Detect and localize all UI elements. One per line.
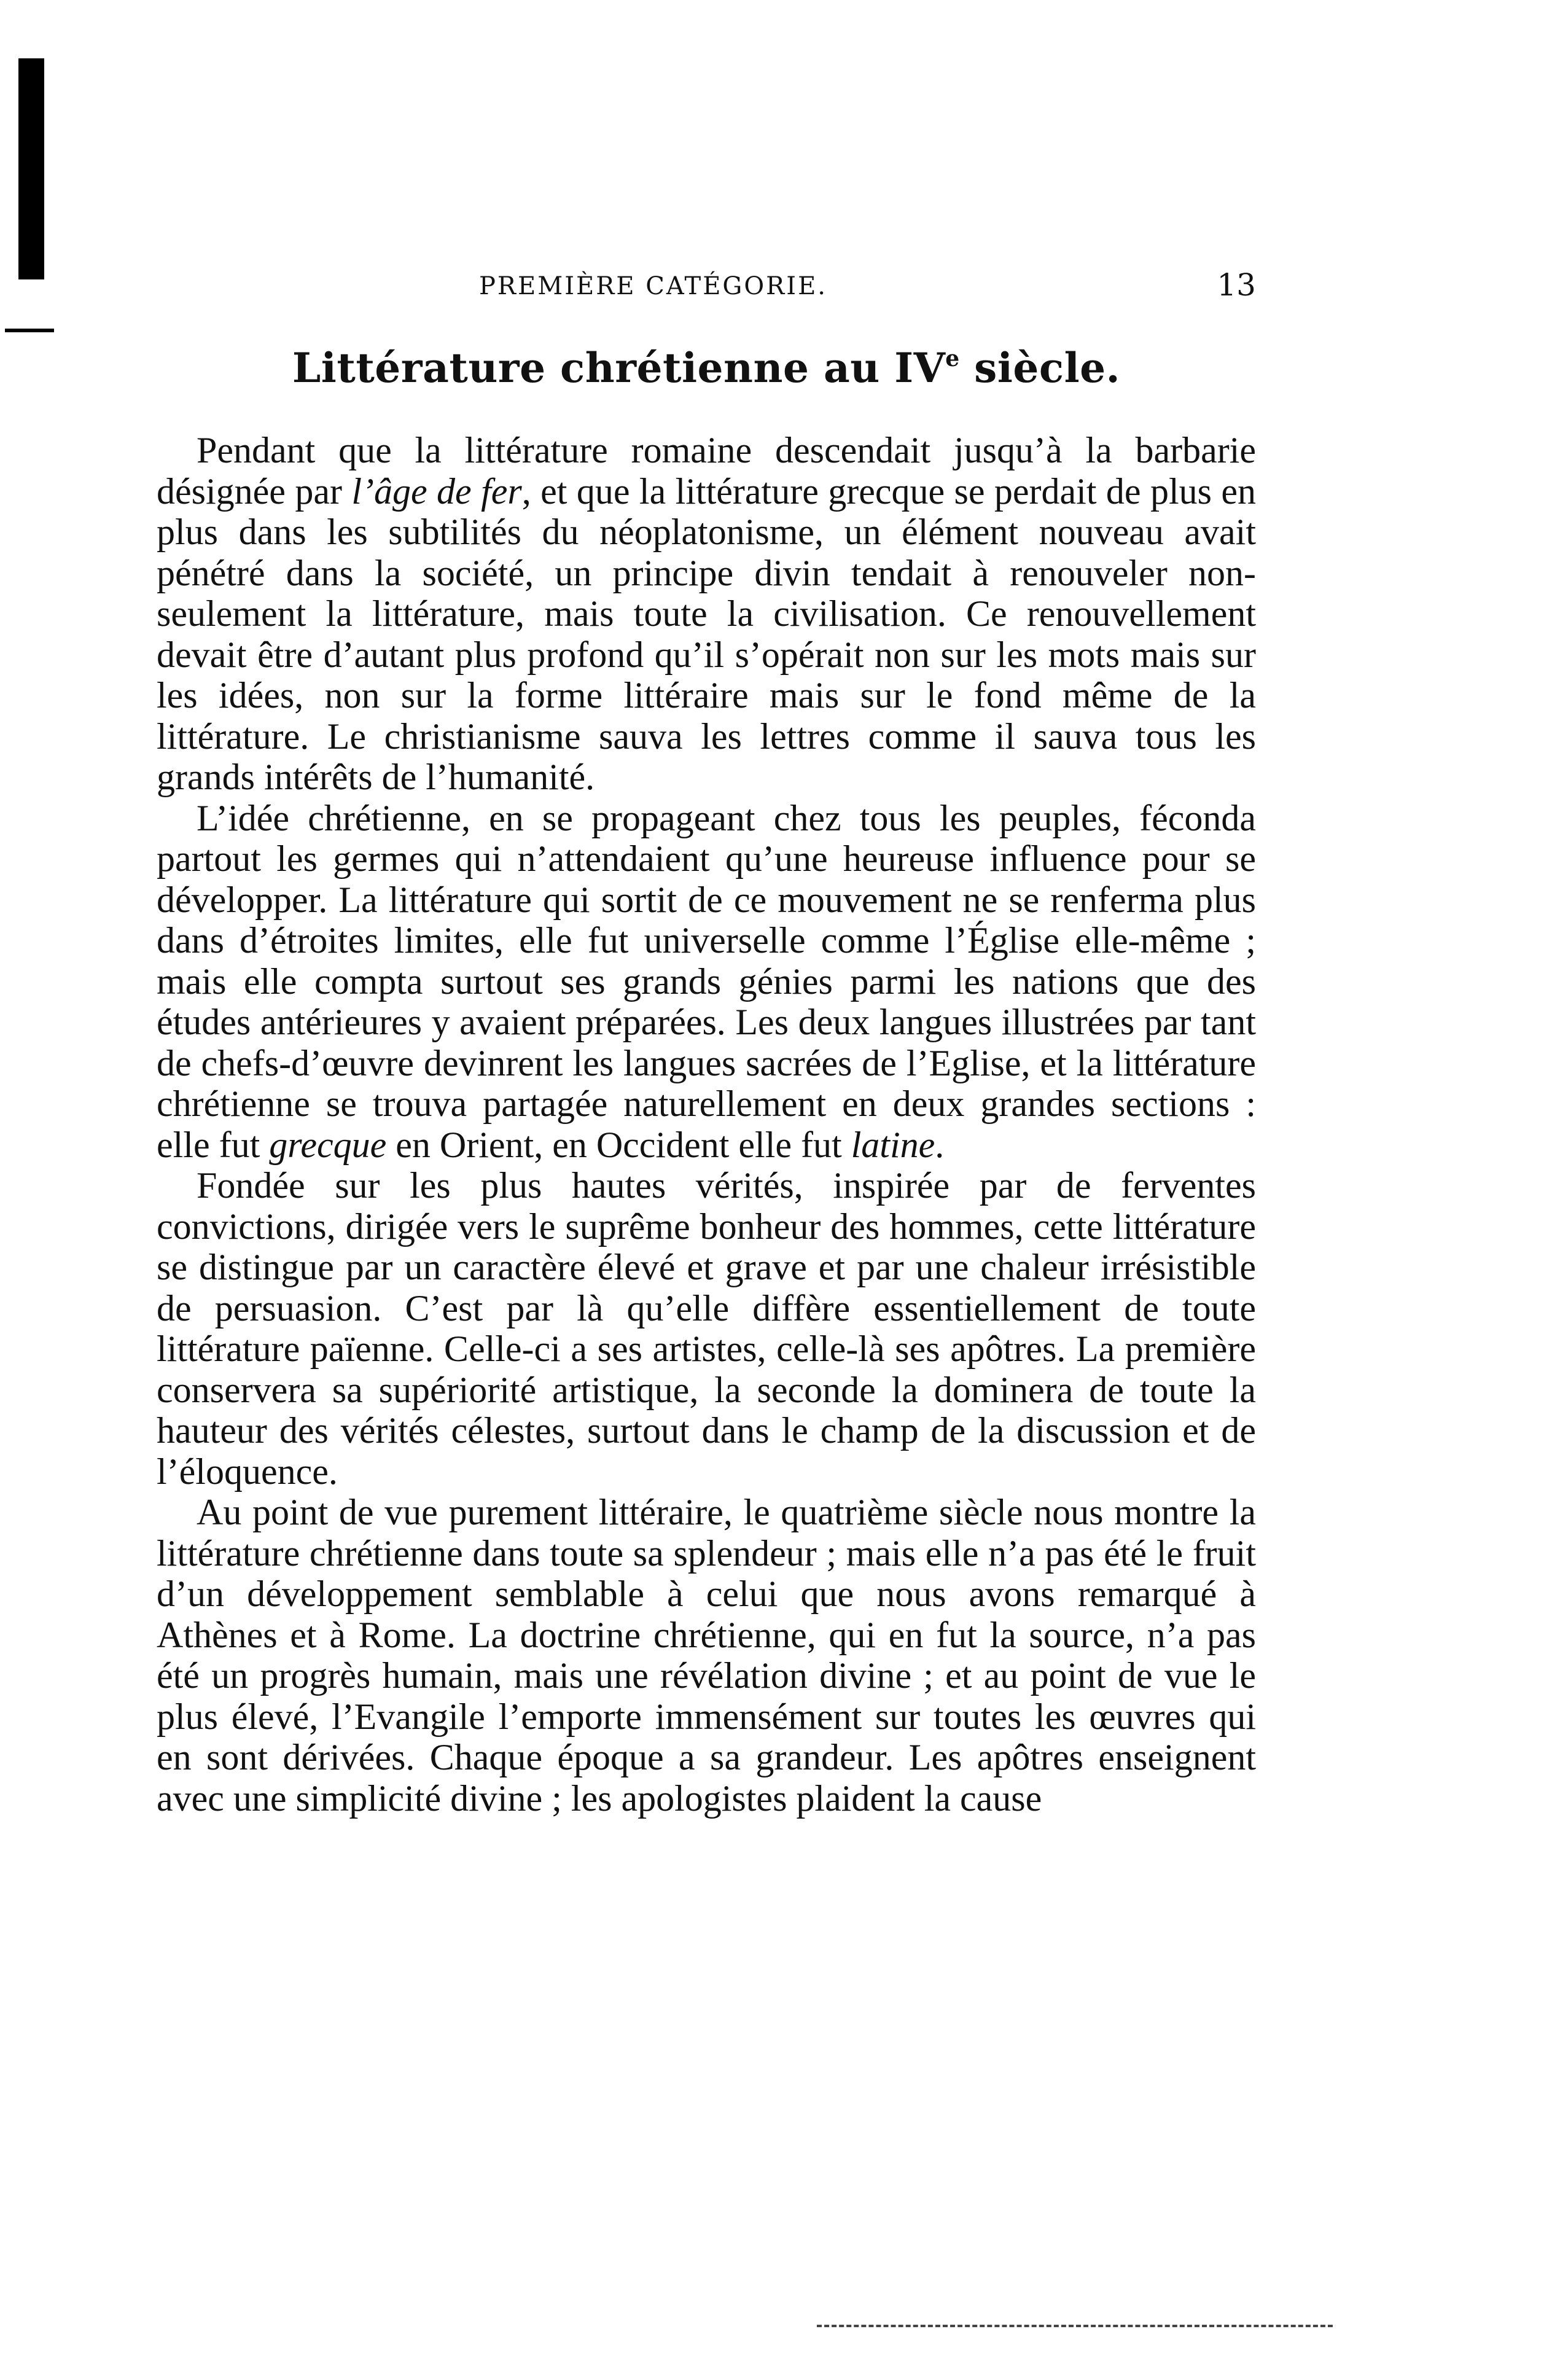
- page-number: 13: [1217, 267, 1256, 303]
- paragraph-2-part-1: L’idée chrétienne, en se propageant chez tous les peuples, féconda partout les germes qui n’attendaient qu’une heureuse influence pour se développer. La littérature qui sortit de ce mouvement ne se renferma plus dans d’étroites limites, elle fut universelle comme l’Église elle-même ; mais elle compta surtout ses grands génies parmi les nations que des études antérieures y avaient préparées. Les deux langues illustrées par tant de chefs-d’œuvre devinrent les langues sacrées de l’Eglise, et la littérature chrétienne se trouva partagée naturellement en deux grandes sections : elle fut: [157, 797, 1256, 1165]
- running-head: PREMIÈRE CATÉGORIE.: [479, 272, 827, 300]
- paragraph-1-italic-term: l’âge de fer: [351, 470, 522, 512]
- paragraph-3: Fondée sur les plus hautes vérités, inspirée par de ferventes convictions, dirigée vers le suprême bonheur des hommes, cette littérature se distingue par un caractère élevé et grave et par une chaleur irrésistible de persuasion. C’est par là qu’elle diffère essentiellement de toute littérature païenne. Celle-ci a ses artistes, celle-là ses apôtres. La première conservera sa supériorité artistique, la seconde la dominera de toute la hauteur des vérités célestes, surtout dans le champ de la discussion et de l’éloquence.: [157, 1165, 1256, 1492]
- paragraph-1-part-2: , et que la littérature grecque se perdait de plus en plus dans les subtilités du néoplatonisme, un élément nouveau avait pénétré dans la société, un principe divin tendait à renouveler non-seulement la littérature, mais toute la civilisation. Ce renouvellement devait être d’autant plus profond qu’il s’opérait non sur les mots mais sur les idées, non sur la forme littéraire mais sur le fond même de la littérature. Le christianisme sauva les lettres comme il sauva tous les grands intérêts de l’humanité.: [157, 470, 1257, 797]
- section-title: [157, 344, 1256, 392]
- section-title-end: siècle.: [959, 344, 1121, 392]
- paragraph-2: [157, 798, 1256, 1166]
- paragraph-2-italic-latine: latine: [851, 1124, 935, 1165]
- edge-dash-mark: [5, 329, 54, 332]
- paragraph-2-italic-grecque: grecque: [269, 1124, 387, 1165]
- bottom-dashed-rule: [817, 2325, 1333, 2327]
- paragraph-4: Au point de vue purement littéraire, le quatrième siècle nous montre la littérature chrétienne dans toute sa splendeur ; mais elle n’a pas été le fruit d’un développement semblable à celui que nous avons remarqué à Athènes et à Rome. La doctrine chrétienne, qui en fut la source, n’a pas été un progrès humain, mais une révélation divine ; et au point de vue le plus élevé, l’Evangile l’emporte immensément sur toutes les œuvres qui en sont dérivées. Chaque époque a sa grandeur. Les apôtres enseignent avec une simplicité divine ; les apologistes plaident la cause: [157, 1492, 1256, 1819]
- page-header: [157, 267, 1256, 310]
- paragraph-1-part-1: Pendant que la littérature romaine descendait jusqu’à la barbarie désignée par: [157, 430, 1256, 512]
- section-title-main: Littérature chrétienne au IV: [292, 344, 946, 392]
- section-title-superscript: e: [945, 346, 960, 372]
- paragraph-2-part-2: en Orient, en Occident elle fut: [386, 1124, 851, 1165]
- body-text: [157, 430, 1256, 1819]
- binding-edge-mark: [18, 58, 44, 279]
- paragraph-1: [157, 430, 1256, 798]
- paragraph-2-part-3: .: [935, 1124, 945, 1165]
